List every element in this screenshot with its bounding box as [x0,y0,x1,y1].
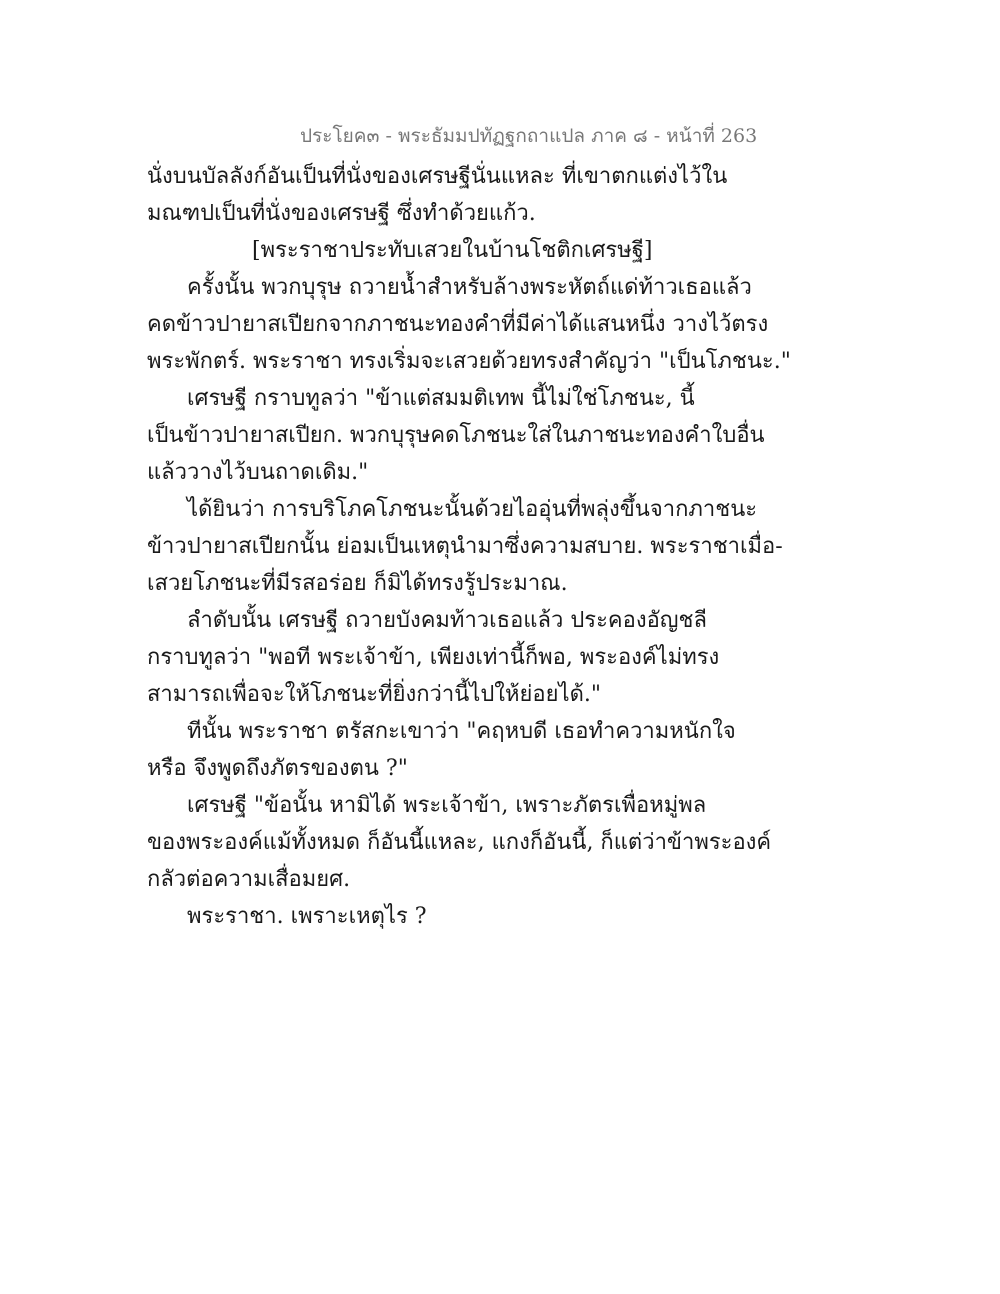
text-line: เสวยโภชนะที่มีรสอร่อย ก็มิได้ทรงรู้ประมาณ. [147,571,568,596]
text-line: มณฑปเป็นที่นั่งของเศรษฐี ซึ่งทำด้วยแก้ว. [147,201,536,226]
section-heading: [พระราชาประทับเสวยในบ้านโชติกเศรษฐี] [252,238,653,263]
running-header: ประโยค๓ - พระธัมมปทัฏฐกถาแปล ภาค ๘ - หน้าที่ 263 [300,125,758,147]
paragraph-first-line: ได้ยินว่า การบริโภคโภชนะนั้นด้วยไออุ่นที่พลุ่งขึ้นจากภาชนะ [187,497,758,522]
body-text [147,158,791,935]
text-line: พระพักตร์. พระราชา ทรงเริ่มจะเสวยด้วยทรงสำคัญว่า "เป็นโภชนะ." [147,349,791,374]
text-line: ข้าวปายาสเปียกนั้น ย่อมเป็นเหตุนำมาซึ่งความสบาย. พระราชาเมื่อ- [147,534,783,559]
text-line: สามารถเพื่อจะให้โภชนะที่ยิ่งกว่านี้ไปให้ย่อยได้." [147,682,601,707]
text-line: คดข้าวปายาสเปียกจากภาชนะทองคำที่มีค่าได้แสนหนึ่ง วางไว้ตรง [147,312,769,337]
text-line: ของพระองค์แม้ทั้งหมด ก็อันนี้แหละ, แกงก็อันนี้, ก็แต่ว่าข้าพระองค์ [147,830,772,855]
paragraph-first-line: ทีนั้น พระราชา ตรัสกะเขาว่า "คฤหบดี เธอทำความหนักใจ [187,719,736,744]
paragraph-first-line: พระราชา. เพราะเหตุไร ? [187,904,427,929]
text-line: กลัวต่อความเสื่อมยศ. [147,867,351,892]
text-line: หรือ จึงพูดถึงภัตรของตน ?" [147,756,408,781]
paragraph-first-line: ครั้งนั้น พวกบุรุษ ถวายน้ำสำหรับล้างพระหัตถ์แด่ท้าวเธอแล้ว [187,275,752,300]
text-line: แล้ววางไว้บนถาดเดิม." [147,460,369,485]
paragraph-first-line: ลำดับนั้น เศรษฐี ถวายบังคมท้าวเธอแล้ว ประคองอัญชลี [187,608,707,633]
paragraph-first-line: เศรษฐี "ข้อนั้น หามิได้ พระเจ้าข้า, เพราะภัตรเพื่อหมู่พล [187,793,707,818]
paragraph-first-line: เศรษฐี กราบทูลว่า "ข้าแต่สมมติเทพ นี้ไม่ใช่โภชนะ, นี้ [187,386,695,411]
text-line: เป็นข้าวปายาสเปียก. พวกบุรุษคดโภชนะใส่ในภาชนะทองคำใบอื่น [147,423,765,448]
text-line: นั่งบนบัลลังก์อันเป็นที่นั่งของเศรษฐีนั่นแหละ ที่เขาตกแต่งไว้ใน [147,164,728,189]
text-line: กราบทูลว่า "พอที พระเจ้าข้า, เพียงเท่านี้ก็พอ, พระองค์ไม่ทรง [147,645,720,670]
